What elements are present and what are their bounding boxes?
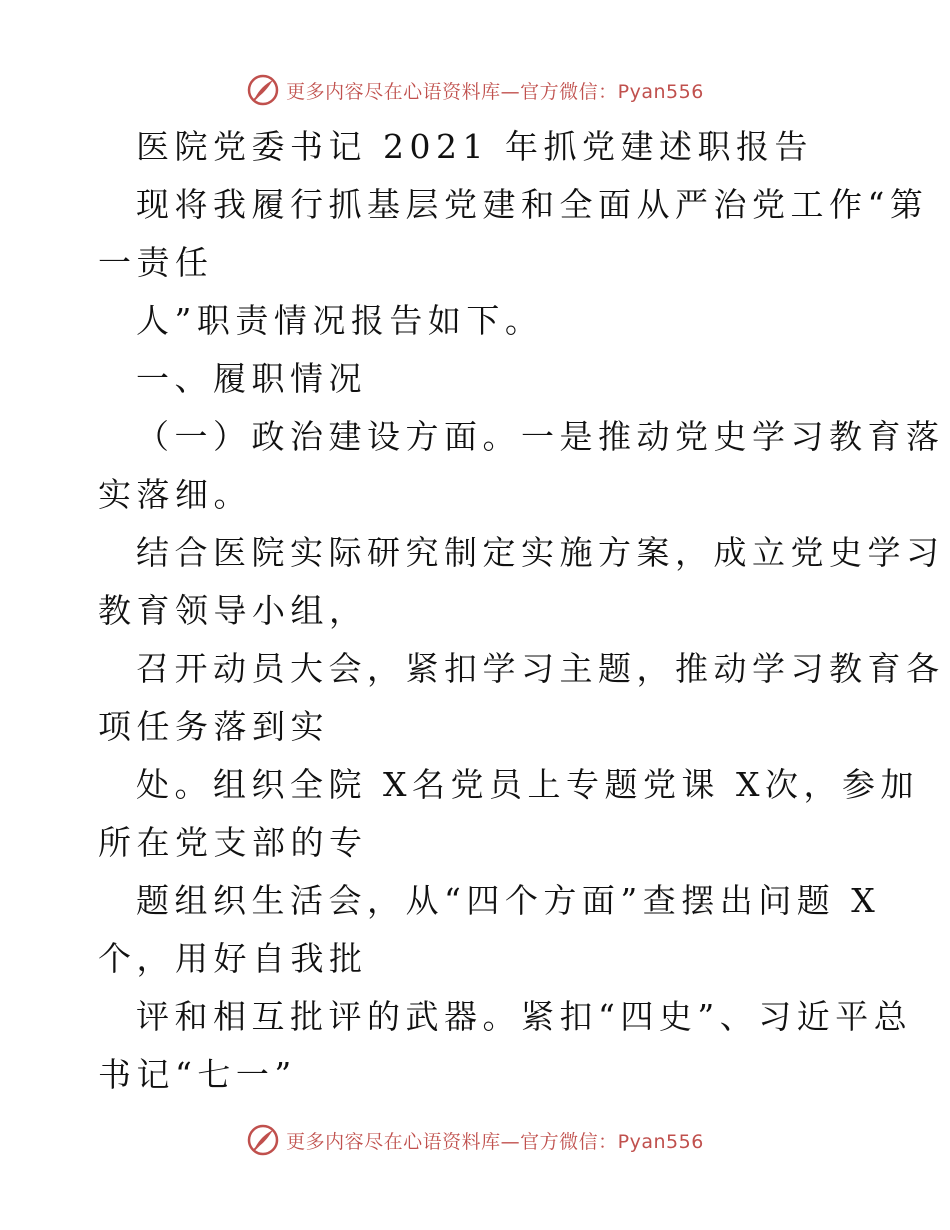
paragraph-line: 所在党支部的专 — [98, 823, 368, 862]
paragraph-line: 项任务落到实 — [98, 707, 329, 746]
watermark-text: 更多内容尽在心语资料库—官方微信：Pyan556 — [286, 1130, 704, 1153]
paragraph-line: 一责任 — [98, 243, 214, 282]
footer-watermark — [0, 1120, 950, 1160]
subsection-heading: （一）政治建设方面。一是推动党史学习教育落 — [136, 417, 945, 456]
paragraph-line: 实落细。 — [98, 475, 252, 514]
paragraph-line: 教育领导小组， — [98, 591, 368, 630]
paragraph-line: 召开动员大会，紧扣学习主题，推动学习教育各 — [136, 649, 945, 688]
section-heading: 一、履职情况 — [136, 359, 367, 398]
header-watermark — [0, 70, 950, 110]
paragraph-line: 结合医院实际研究制定实施方案，成立党史学习 — [136, 533, 945, 572]
paragraph-line: 人”职责情况报告如下。 — [136, 301, 544, 340]
document-body — [98, 118, 945, 1104]
document-title: 医院党委书记 2021 年抓党建述职报告 — [136, 127, 813, 166]
paragraph-line: 个，用好自我批 — [98, 939, 368, 978]
paragraph-line: 题组织生活会，从“四个方面”查摆出问题 X — [136, 881, 881, 920]
paragraph-line: 书记“七一” — [98, 1055, 297, 1094]
paragraph-line: 评和相互批评的武器。紧扣“四史”、习近平总 — [136, 997, 913, 1036]
paragraph-line: 处。组织全院 X名党员上专题党课 X次，参加 — [136, 765, 919, 804]
paragraph-line: 现将我履行抓基层党建和全面从严治党工作“第 — [136, 185, 929, 224]
quill-logo-icon — [246, 1123, 280, 1157]
watermark-text: 更多内容尽在心语资料库—官方微信：Pyan556 — [286, 80, 704, 103]
quill-logo-icon — [246, 73, 280, 107]
